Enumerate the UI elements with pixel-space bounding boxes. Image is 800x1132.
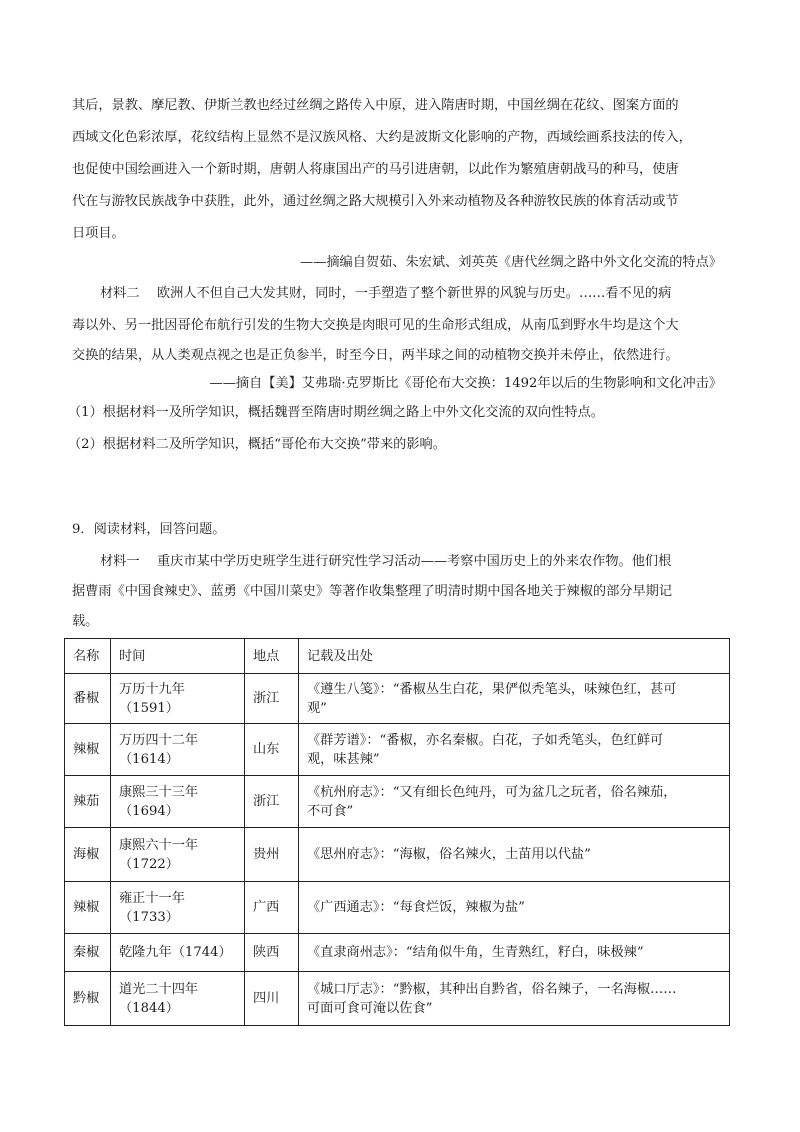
cell-time-line: 康熙六十一年 [119,837,199,853]
cell-record-line: 《杭州府志》：“又有细长色纯丹，可为盆几之玩者，俗名辣茄， [307,784,677,800]
cell-time [111,828,245,882]
material1-line-3: 也促使中国绘画进入一个新时期，唐朝人将康国出产的马引进唐朝，以此作为繁殖唐朝战马的种马，使唐 [72,162,679,177]
cell-record [299,674,730,724]
cell-record [299,972,730,1026]
cell-time [111,882,245,934]
cell-time-line: 万历四十二年 [119,732,199,748]
cell-time-line: （1614） [119,751,179,767]
cell-record-line: 《遵生八笺》：“番椒丛生白花，果俨似秃笔头，味辣色红，甚可 [307,681,677,697]
material2-line-3: 交换的结果，从人类观点视之也是正负参半，时至今日，两半球之间的动植物交换并未停止，依然进行。 [72,348,679,363]
q9-material1-line-2: 据曹雨《中国食辣史》、蓝勇《中国川菜史》等著作收集整理了明清时期中国各地关于辣椒的部分早期记 [72,584,673,599]
cell-time-line: （1591） [119,700,179,716]
table-row [65,724,730,776]
cell-name-line: 辣茄 [73,794,100,809]
table-row [65,972,730,1026]
cell-name [65,776,111,828]
cell-place-line: 四川 [253,991,280,1006]
cell-place [245,828,299,882]
cell-name [65,674,111,724]
cell-place [245,674,299,724]
header-name: 名称 [65,639,111,674]
pepper-records-table [64,638,730,1026]
material2-line-1: 材料二 欧洲人不但自己大发其财，同时，一手塑造了整个新世界的风貌与历史。……看不见的病 [100,286,672,301]
q9-material1-line-1: 材料一 重庆市某中学历史班学生进行研究性学习活动——考察中国历史上的外来农作物。他们根 [100,554,672,569]
cell-record [299,828,730,882]
material2-source: ——摘自【美】艾弗瑞·克罗斯比《哥伦布大交换：1492年以后的生物影响和文化冲击》 [209,376,722,391]
question-1: （1）根据材料一及所学知识，概括魏晋至隋唐时期丝绸之路上中外文化交流的双向性特点。 [68,405,604,420]
table-row [65,828,730,882]
cell-name [65,724,111,776]
table-row [65,776,730,828]
cell-place-line: 山东 [253,742,280,757]
cell-time-line: （1722） [119,856,179,872]
cell-record-line: 不可食” [307,803,354,819]
material1-source: ——摘编自贺茹、朱宏斌、刘英英《唐代丝绸之路中外文化交流的特点》 [300,255,722,270]
table-row [65,674,730,724]
cell-time [111,972,245,1026]
cell-record-line: 《城口厅志》：“黔椒，其种出自黔省，俗名辣子，一名海椒…… [307,981,677,997]
cell-record-line: 《直隶商州志》：“结角似牛角，生青熟红，籽白，味极辣” [307,945,644,960]
header-time: 时间 [111,639,245,674]
cell-name [65,934,111,972]
cell-time [111,934,245,972]
table-row [65,882,730,934]
cell-record [299,724,730,776]
cell-time-line: 道光二十四年 [119,981,199,997]
cell-name-line: 秦椒 [73,945,100,960]
cell-place [245,882,299,934]
material1-line-2: 西域文化色彩浓厚，花纹结构上显然不是汉族风格、大约是波斯文化影响的产物，西域绘画系技法的传入， [72,130,692,145]
cell-place-line: 广西 [253,900,280,915]
question-2: （2）根据材料二及所学知识，概括“哥伦布大交换”带来的影响。 [68,437,446,452]
material1-line-5: 日项目。 [72,226,125,241]
cell-place-line: 陕西 [253,945,280,960]
cell-time-line: 康熙三十三年 [119,784,199,800]
material1-line-4: 代在与游牧民族战争中获胜，此外，通过丝绸之路大规模引入外来动植物及各种游牧民族的体育活动或节 [72,194,679,209]
cell-name-line: 番椒 [73,691,100,706]
cell-place-line: 贵州 [253,847,280,862]
cell-place [245,934,299,972]
cell-name [65,828,111,882]
cell-time [111,776,245,828]
table-body [65,674,730,1026]
material2-line-2: 毒以外、另一批因哥伦布航行引发的生物大交换是肉眼可见的生命形式组成，从南瓜到野水牛均是这个大 [72,318,679,333]
cell-name-line: 海椒 [73,847,100,862]
cell-place [245,776,299,828]
cell-name [65,972,111,1026]
cell-record [299,934,730,972]
q9-material1-line-3: 载。 [72,614,99,629]
cell-name-line: 辣椒 [73,742,100,757]
cell-name [65,882,111,934]
cell-name-line: 辣椒 [73,900,100,915]
cell-place-line: 浙江 [253,691,280,706]
cell-time-line: （1694） [119,803,179,819]
cell-place [245,972,299,1026]
cell-time-line: 万历十九年 [119,681,185,697]
cell-time [111,724,245,776]
cell-time-line: 雍正十一年 [119,890,185,906]
q9-title: 9．阅读材料，回答问题。 [72,522,226,537]
cell-record-line: 《群芳谱》：“番椒，亦名秦椒。白花，子如秃笔头，色红鲜可 [307,732,664,748]
header-record: 记载及出处 [299,639,730,674]
cell-place [245,724,299,776]
cell-place-line: 浙江 [253,794,280,809]
cell-time-line: （1733） [119,909,179,925]
material1-line-1: 其后，景教、摩尼教、伊斯兰教也经过丝绸之路传入中原，进入隋唐时期，中国丝绸在花纹、图案方面的 [72,98,679,113]
table-header-row [65,639,730,674]
table-row [65,934,730,972]
cell-time [111,674,245,724]
cell-record-line: 观” [307,700,327,716]
cell-time-line: （1844） [119,1000,179,1016]
cell-record-line: 《思州府志》：“海椒，俗名辣火，土苗用以代盐” [307,847,591,862]
cell-time-line: 乾隆九年（1744） [119,945,232,960]
header-place: 地点 [245,639,299,674]
cell-record-line: 可面可食可淹以佐食” [307,1000,433,1016]
cell-record [299,882,730,934]
cell-record-line: 观，味甚辣” [307,751,380,767]
cell-name-line: 黔椒 [73,991,100,1006]
cell-record [299,776,730,828]
cell-record-line: 《广西通志》：“每食烂饭，辣椒为盐” [307,900,525,915]
